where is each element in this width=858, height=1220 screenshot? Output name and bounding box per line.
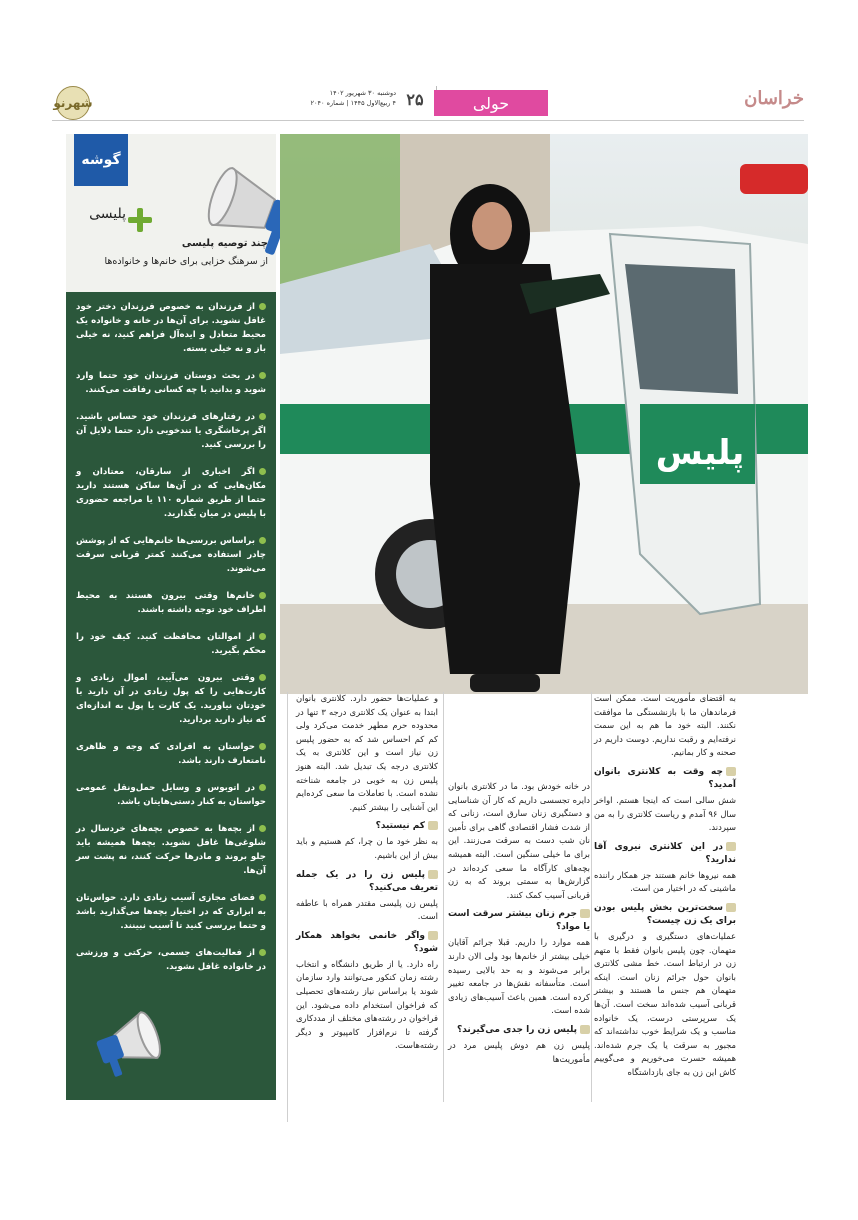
answer-paragraph: عملیات‌های دستگیری و درگیری با متهمان. چون پلیس بانوان فقط با متهم زن در ارتباط است. خط مشی کلانتری بانوان حول جرائم زنان است. اینکه متهمان هم جنس ما هستند و بیشتر قربانی آسیب شده‌اند سخت است. آن‌ها یک سرپرستی درست، یک خانواده مناسب و یک شرایط خوب نداشته‌اند که مجبور به سرقت یا یک جرم شده‌اند. همیشه حسرت می‌خوریم و می‌گوییم کاش این زن به جای بازداشتگاه [594,930,736,1077]
bullet-icon [259,784,266,791]
tip-item [76,300,266,356]
question-heading [296,869,438,895]
sidebar-subtitle: چند توصیه پلیسی [181,238,268,249]
question-heading [594,841,736,867]
tip-item [76,822,266,878]
question-marker-icon [428,870,438,879]
question-text: چه وقت به کلانتری بانوان آمدید؟ [594,766,736,790]
question-heading [296,820,438,833]
question-marker-icon [428,821,438,830]
tip-item [76,891,266,933]
police-photo [280,134,808,694]
tip-item [76,740,266,768]
dateline [304,88,396,108]
bullet-icon [259,949,266,956]
answer-paragraph: شش سالی است که اینجا هستم. اواخر سال ۹۶ آمدم و ریاست کلانتری را به من سپردند. [594,794,736,833]
tip-item [76,369,266,397]
gooshe-badge: گوشه [74,134,128,186]
plus-icon [128,208,152,232]
tip-item [76,630,266,658]
tip-text: فضای مجازی آسیب زیادی دارد. حواس‌تان به ابزاری که در اختیار بچه‌ها می‌گذارید باشد و حتما بررسی کنید تا آسیب نبینند. [76,893,266,931]
header-rule [52,120,804,121]
question-heading [594,766,736,792]
bullet-icon [259,825,266,832]
sidebar-subtitle-2: از سرهنگ خزایی برای خانم‌ها و خانواده‌ها [104,256,268,267]
tip-item [76,410,266,452]
tip-item [76,781,266,809]
brand-mark: خراسان [744,88,804,109]
bullet-icon [259,633,266,640]
question-heading [448,908,590,934]
tip-text: وقتی بیرون می‌آیید، اموال زیادی و کارت‌هایی را که پول زیادی در آن دارید با خودتان نیاورید. یک کارت یا پول به اندازه‌ای که نیاز دارید بردارید. [76,673,266,725]
bullet-icon [259,674,266,681]
megaphone-small-icon [90,1000,170,1084]
question-text: واگر خانمی بخواهد همکار شود؟ [296,930,438,954]
answer-paragraph: در خانه خودش بود. ما در کلانتری بانوان دایره تجسسی داریم که کار آن شناسایی و دستگیری زنان سارق است، زنانی که از شدت فشار اقتصادی گاهی برای تأمین نان شب دست به سرقت می‌زنند. این برای ما خیلی سنگین است. البته همیشه بچه‌های کارآگاه ما سعی کرده‌اند در گزارش‌ها به سمتی بروند که به زن قربانی آسیب کمک کنند. [448,781,590,900]
tip-item [76,534,266,576]
tip-item [76,589,266,617]
answer-paragraph: به نظر خود ما ن چرا، کم هستیم و باید بیش از این باشیم. [296,836,438,860]
tip-item [76,671,266,727]
column-rule [287,692,288,1122]
bullet-icon [259,537,266,544]
bullet-icon [259,413,266,420]
question-text: پلیس زن را جدی می‌گیرند؟ [456,1024,577,1035]
answer-paragraph: به اقتضای مأموریت است. ممکن است فرماندهان ما با بازنشستگی ما موافقت نکنند. البته خود ما هم به این سمت نرفته‌ایم و رقبت نداریم. دوست داریم در صحنه و کار بمانیم. [594,693,736,758]
tip-text: از اموالتان محافظت کنید. کیف خود را محکم بگیرید. [76,632,266,656]
car-police-label: پلیس [655,433,745,473]
question-marker-icon [726,903,736,912]
question-text: در این کلانتری نیروی آقا ندارید؟ [594,841,736,865]
tip-text: خانم‌ها وقتی بیرون هستند به محیط اطراف خود توجه داشته باشند. [76,591,266,615]
tip-text: از فعالیت‌های جسمی، حرکتی و ورزشی در خانواده غافل نشوید. [76,948,266,972]
sidebar-heading: پلیسی [89,206,126,222]
bullet-icon [259,303,266,310]
tips-list [76,300,266,987]
column-rule [443,692,444,1102]
page-number: ۲۵ [406,90,424,109]
tip-text: در رفتارهای فرزندان خود حساس باشید. اگر پرخاشگری یا تندخویی دارد حتما دلایل آن را بررسی کنید. [76,412,266,450]
tip-text: از فرزندان به خصوص فرزندان دختر خود غافل نشوید. برای آن‌ها در خانه و خانواده یک محیط متعادل و ایده‌آل فراهم کنید، نه خیلی باز و نه خیلی بسته. [76,302,266,354]
tip-item [76,465,266,521]
question-marker-icon [428,931,438,940]
question-text: کم نیستید؟ [375,821,425,832]
question-marker-icon [580,1025,590,1034]
bullet-icon [259,468,266,475]
tip-text: حواستان به افرادی که وجه و ظاهری نامتعارف دارند باشد. [76,742,266,766]
dateline-line-2: ۴ ربیع‌الاول ۱۴۴۵ | شماره ۲۰۴۰ [310,99,396,107]
article-column-right [594,692,736,1081]
publication-logo: شهرنو [56,86,90,120]
question-marker-icon [726,842,736,851]
question-marker-icon [726,767,736,776]
tip-text: از بچه‌ها به خصوص بچه‌های خردسال در شلوغی‌ها غافل نشوید. بچه‌ها همیشه باید جلو بروند و مادرها حرکت کنند، نه پشت سر آن‌ها. [76,824,266,876]
article-column-middle [448,780,590,1068]
answer-paragraph: و عملیات‌ها حضور دارد. کلانتری بانوان ابتدا به عنوان یک کلانتری درجه ۳ تنها در محدوده حرم مطهر خدمت می‌کرد ولی کم کم احساس شد که به حضور پلیس زن نیاز است و این کلانتری به یک کلانتری درجه یک تبدیل شد. البته هنوز پلیس زن به خوبی در جامعه شناخته نشده است. با تعاملات ما سعی کرده‌ایم این آشنایی را بیشتر کنیم. [296,693,438,812]
bullet-icon [259,743,266,750]
question-heading [448,1024,590,1037]
section-tab: حولی [434,90,548,116]
question-text: سخت‌ترین بخش پلیس بودن برای یک زن چیست؟ [594,902,736,926]
question-marker-icon [580,909,590,918]
page-header [52,82,804,122]
tip-text: اگر اخباری از سارقان، معتادان و مکان‌هایی که در آن‌ها ساکن هستند دارید حتما از طریق شماره ۱۱۰ یا مراجعه حضوری با پلیس در میان بگذارید. [76,467,266,519]
question-text: جرم زنان بیشتر سرقت است یا مواد؟ [448,909,590,933]
question-text: پلیس زن را در یک جمله تعریف می‌کنید؟ [296,869,438,893]
answer-paragraph: همه موارد را داریم. قبلا جرائم آقایان خیلی بیشتر از خانم‌ها بود ولی الان دارند برابر می‌شوند و به حد بالایی رسیده است. متأسفانه نقش‌ها در جامعه تغییر کرده است. همین باعث آسیب‌های زیادی شده است. [448,937,590,1016]
answer-paragraph: پلیس زن هم دوش پلیس مرد در مأموریت‌ها [448,1039,590,1064]
question-heading [594,902,736,928]
answer-paragraph: پلیس زن پلیسی مقتدر همراه با عاطفه است. [296,897,438,922]
tip-text: در بحث دوستان فرزندان خود حتما وارد شوید و بدانید با چه کسانی رفاقت می‌کنند. [76,371,266,395]
tip-item [76,946,266,974]
bullet-icon [259,372,266,379]
tip-text: در اتوبوس و وسایل حمل‌ونقل عمومی حواستان به کنار دستی‌هایتان باشد. [76,783,266,807]
bullet-icon [259,894,266,901]
article-column-left [296,692,438,1055]
bullet-icon [259,592,266,599]
column-rule [591,692,592,1102]
tip-text: براساس بررسی‌ها خانم‌هایی که از پوشش چادر استفاده می‌کنند کمتر قربانی سرقت می‌شوند. [76,536,266,574]
answer-paragraph: همه نیروها خانم هستند جز همکار راننده ماشینی که در اختیار من است. [594,869,736,894]
question-heading [296,930,438,956]
dateline-line-1: دوشنبه ۳۰ شهریور ۱۴۰۲ [329,89,396,97]
answer-paragraph: راه دارد. یا از طریق دانشگاه و انتخاب رشته زمان کنکور می‌توانند وارد سازمان شوند یا براساس نیاز رشته‌های تحصیلی که فراخوان استخدام داده می‌شود. این فراخوان در رشته‌های مختلف از مددکاری گرفته تا نرم‌افزار کامپیوتر و دیگر رشته‌هاست. [296,958,438,1051]
